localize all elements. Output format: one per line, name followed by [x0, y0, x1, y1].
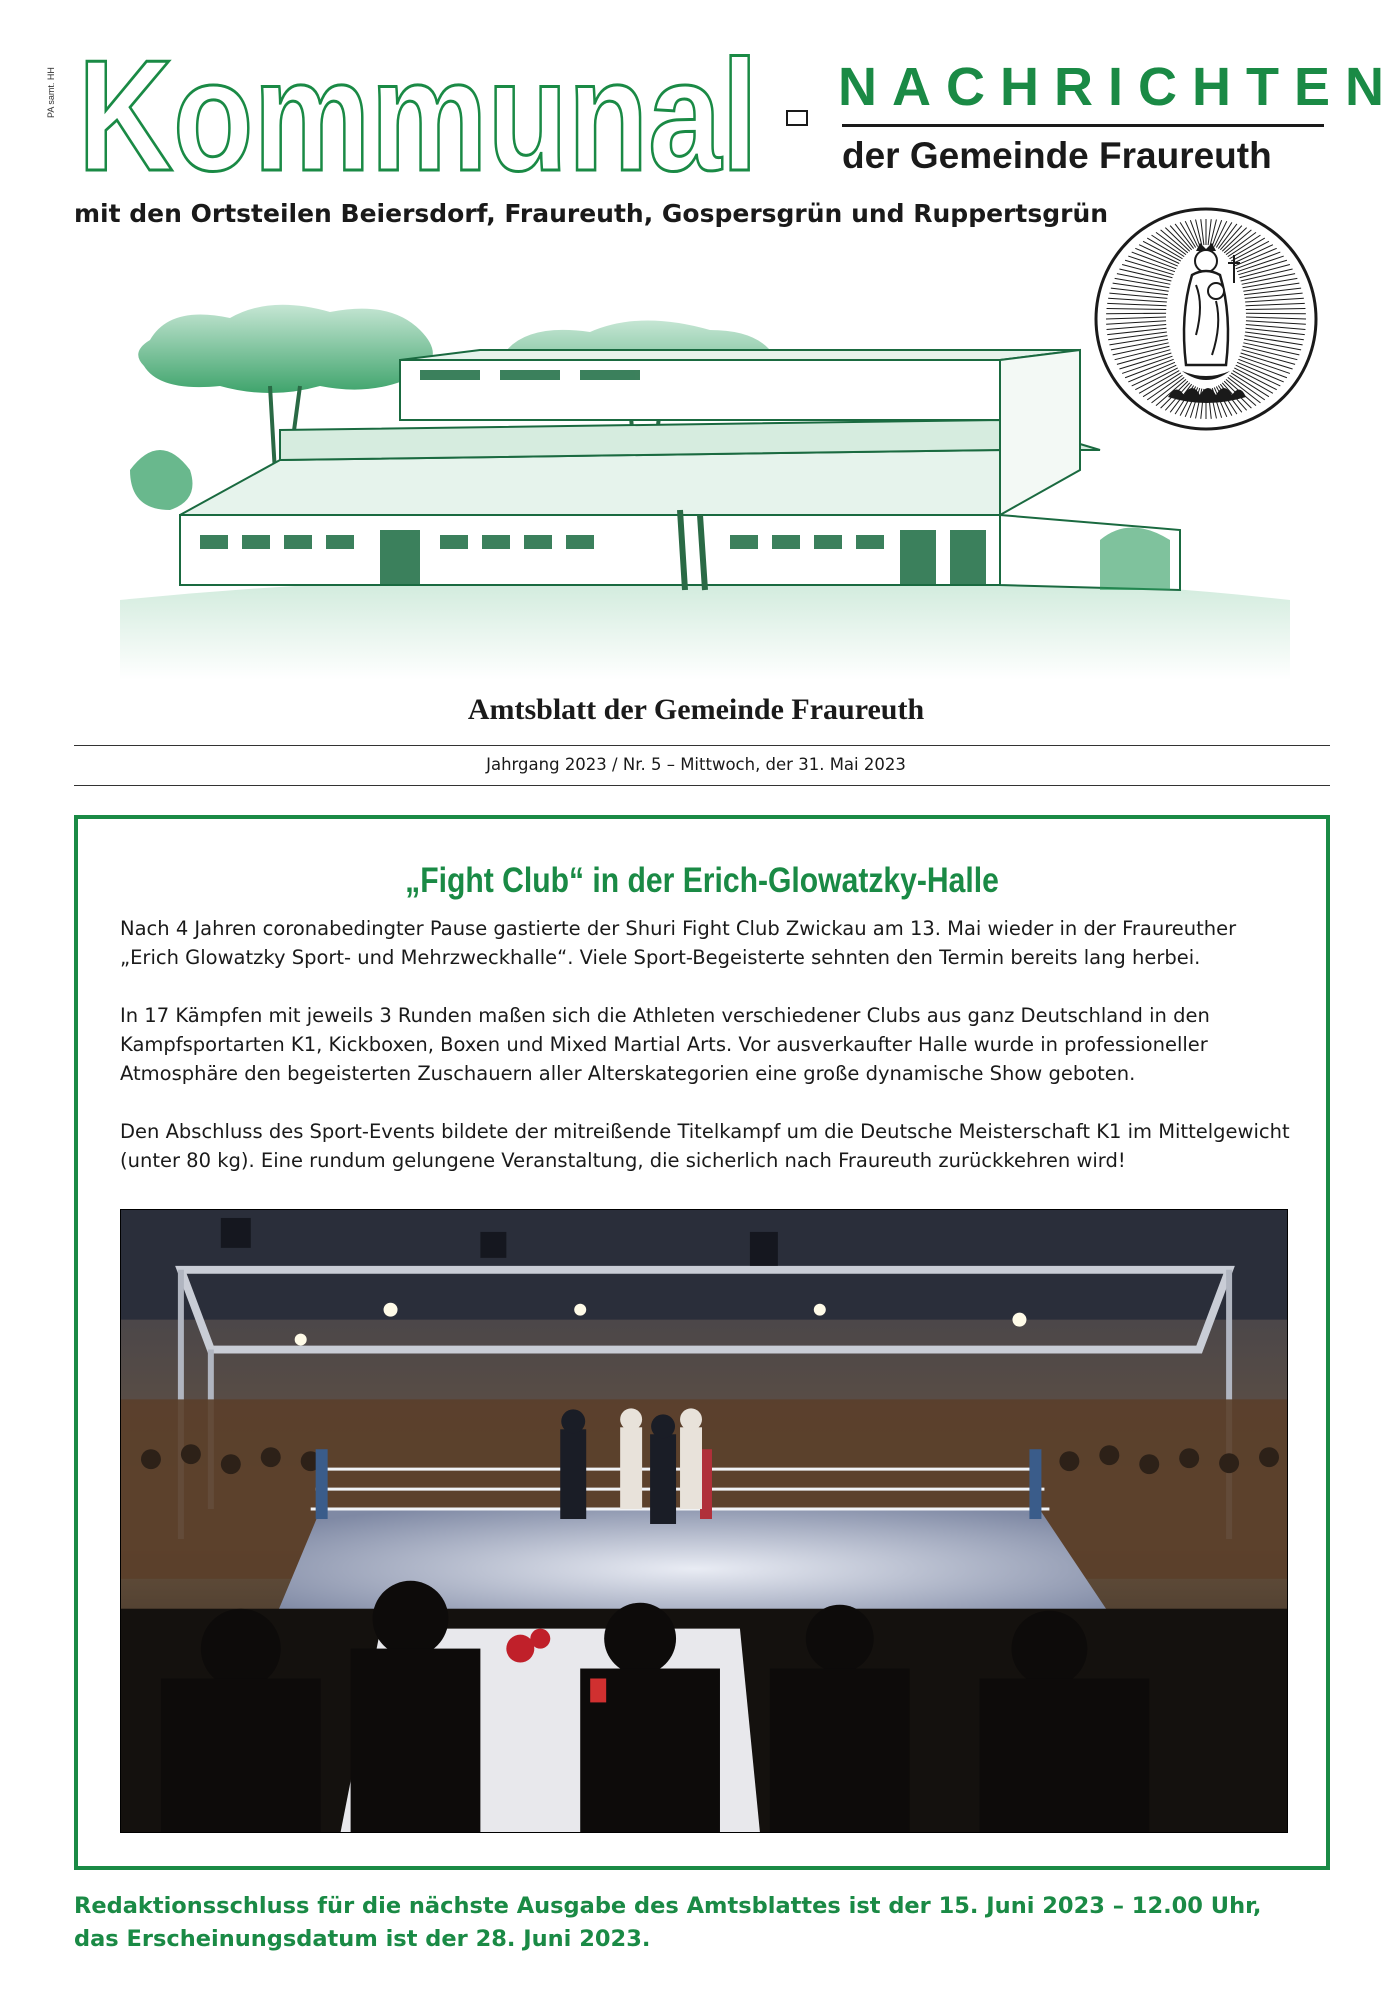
article-paragraph: In 17 Kämpfen mit jeweils 3 Runden maßen sich die Athleten verschiedener Clubs aus ganz Deutschland in den Kampfsportarten K1, Kickboxen, Boxen und Mixed Martial Arts. Vor ausverkaufter Halle wurde in professioneller Atmosphäre den begeisterten Zuschauern aller Alterskategorien eine große dynamische Show geboten.	[120, 1004, 1210, 1085]
nachrichten-title: NACHRICHTEN	[838, 57, 1399, 117]
side-mark-text: PA samt. HH	[46, 67, 56, 118]
ortsteile-line: mit den Ortsteilen Beiersdorf, Fraureuth, Gospersgrün und Ruppertsgrün	[74, 199, 1109, 228]
issue-rule-bottom	[74, 785, 1330, 786]
footer-note	[74, 1890, 1334, 1956]
boxing-ring-photo	[120, 1209, 1288, 1833]
amtsblatt-title: Amtsblatt der Gemeinde Fraureuth	[467, 693, 925, 726]
article-headline: „Fight Club“ in der Erich-Glowatzky-Halle	[405, 861, 999, 900]
gemeinde-subtitle: der Gemeinde Fraureuth	[842, 135, 1272, 176]
footer-note-line1: Redaktionsschluss für die nächste Ausgabe des Amtsblattes ist der 15. Juni 2023 – 12.00 Uhr,	[74, 1893, 1262, 1919]
article-box	[74, 815, 1330, 1870]
issue-rule-top	[74, 745, 1330, 746]
article-paragraph: Den Abschluss des Sport-Events bildete der mitreißende Titelkampf um die Deutsche Meisterschaft K1 im Mittelgewicht (unter 80 kg). Eine rundum gelungene Veranstaltung, die sicherlich nach Fraureuth zurückkehren wird!	[120, 1120, 1290, 1172]
kommunal-wordmark: Kommunal	[78, 28, 758, 204]
sports-hall-illustration	[120, 300, 1290, 680]
issue-line: Jahrgang 2023 / Nr. 5 – Mittwoch, der 31. Mai 2023	[486, 755, 906, 774]
article-paragraph: Nach 4 Jahren coronabedingter Pause gastierte der Shuri Fight Club Zwickau am 13. Mai wieder in der Fraureuther „Erich Glowatzky Sport- und Mehrzweckhalle“. Viele Sport-Begeisterte sehnten den Termin bereits lang herbei.	[120, 917, 1237, 969]
article-body	[120, 914, 1290, 1175]
masthead-kommunal	[74, 28, 764, 204]
masthead-box	[786, 110, 808, 126]
side-mark	[46, 58, 60, 118]
masthead-rule	[842, 124, 1324, 127]
footer-note-line2: das Erscheinungsdatum ist der 28. Juni 2023.	[74, 1926, 651, 1952]
